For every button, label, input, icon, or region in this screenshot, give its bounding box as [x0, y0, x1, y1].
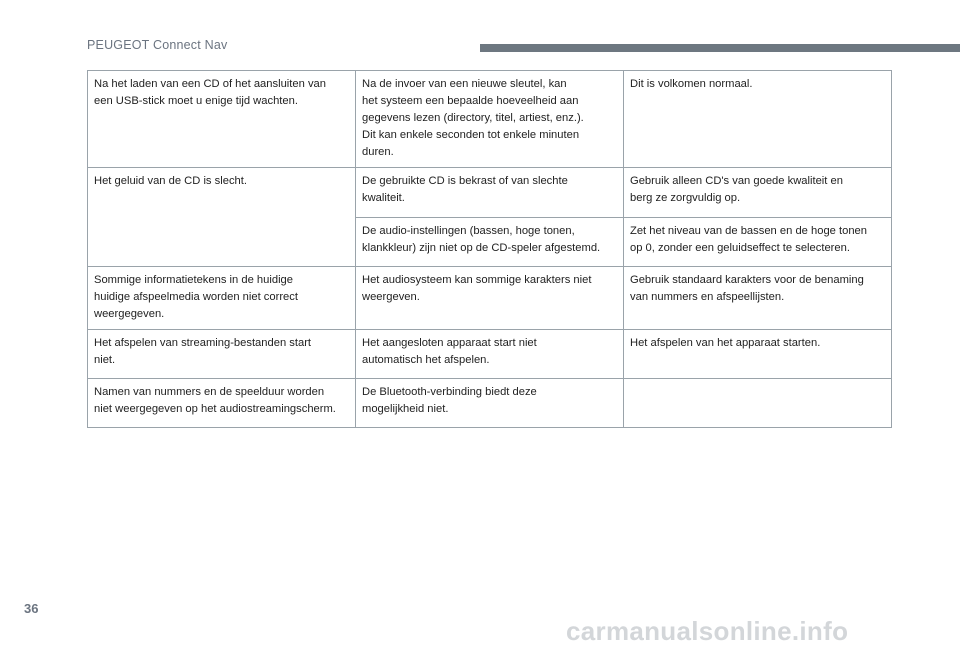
cause-cell: De audio-instellingen (bassen, hoge tonen, klankkleur) zijn niet op de CD-speler afgestemd. — [356, 218, 624, 267]
table-row — [88, 71, 892, 168]
table-row — [88, 379, 892, 428]
cause-cell: Het aangesloten apparaat start niet automatisch het afspelen. — [356, 330, 624, 379]
problem-cell: Sommige informatietekens in de huidige huidige afspeelmedia worden niet correct weergegeven. — [88, 267, 356, 330]
problem-cell: Het afspelen van streaming-bestanden start niet. — [88, 330, 356, 379]
document-header-title: PEUGEOT Connect Nav — [87, 38, 228, 52]
solution-cell: Zet het niveau van de bassen en de hoge tonen op 0, zonder een geluidseffect te selecteren. — [624, 218, 892, 267]
solution-cell: Gebruik standaard karakters voor de benaming van nummers en afspeellijsten. — [624, 267, 892, 330]
problem-cell: Na het laden van een CD of het aansluiten van een USB-stick moet u enige tijd wachten. — [88, 71, 356, 168]
solution-cell: Het afspelen van het apparaat starten. — [624, 330, 892, 379]
solution-cell: Gebruik alleen CD's van goede kwaliteit en berg ze zorgvuldig op. — [624, 168, 892, 218]
table-row — [88, 330, 892, 379]
page-number: 36 — [24, 601, 39, 616]
cause-cell: De gebruikte CD is bekrast of van slechte kwaliteit. — [356, 168, 624, 218]
problem-cell: Het geluid van de CD is slecht. — [88, 168, 356, 267]
cause-cell: De Bluetooth-verbinding biedt deze mogelijkheid niet. — [356, 379, 624, 428]
table-row — [88, 168, 892, 218]
table-row — [88, 267, 892, 330]
cause-cell: Na de invoer van een nieuwe sleutel, kan het systeem een bepaalde hoeveelheid aan gegevens lezen (directory, titel, artiest, enz.). Dit kan enkele seconden tot enkele minuten duren. — [356, 71, 624, 168]
cause-cell: Het audiosysteem kan sommige karakters niet weergeven. — [356, 267, 624, 330]
solution-cell: Dit is volkomen normaal. — [624, 71, 892, 168]
header-decorative-bar — [480, 44, 960, 52]
troubleshooting-table — [87, 70, 892, 428]
problem-cell: Namen van nummers en de speelduur worden niet weergegeven op het audiostreamingscherm. — [88, 379, 356, 428]
solution-cell — [624, 379, 892, 428]
watermark-text: carmanualsonline.info — [566, 616, 849, 646]
